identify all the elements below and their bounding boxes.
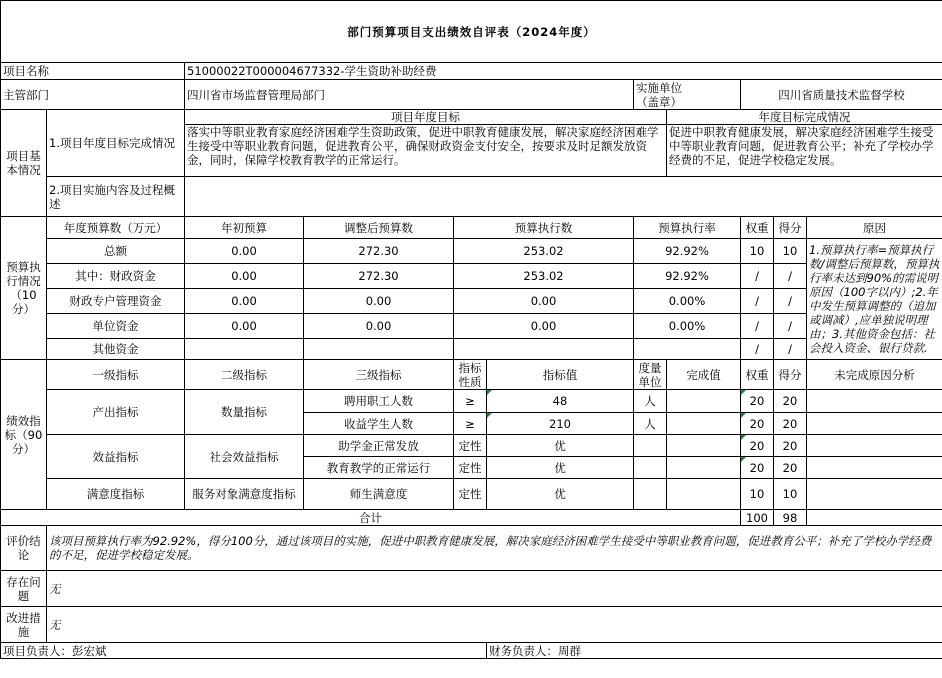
perf-row-level3: 聘用职工人数 <box>304 390 454 413</box>
budget-row-label: 财政专户管理资金 <box>47 289 185 314</box>
perf-quantity-label: 数量指标 <box>185 390 304 435</box>
total-label: 合计 <box>1 510 741 526</box>
perf-social-label: 社会效益指标 <box>185 435 304 479</box>
perf-row-level3: 收益学生人数 <box>304 413 454 435</box>
issues-label: 存在问题 <box>1 571 47 607</box>
page-title: 部门预算项目支出绩效自评表（2024年度） <box>1 1 942 63</box>
perf-row-level3: 助学金正常发放 <box>304 435 454 457</box>
total-score: 98 <box>774 510 807 526</box>
perf-row-score: 20 <box>774 390 807 413</box>
total-weight: 100 <box>741 510 774 526</box>
perf-row-weight: 20 <box>741 435 774 457</box>
perf-row-weight: 10 <box>741 479 774 510</box>
perf-row-value: 优 <box>487 457 634 479</box>
perf-row-weight: 20 <box>741 413 774 435</box>
perf-row-done <box>667 479 741 510</box>
leader-sign: 项目负责人：彭宏斌 <box>1 643 487 659</box>
perf-row-analysis <box>807 390 942 413</box>
perf-output-label: 产出指标 <box>47 390 185 435</box>
issues-value: 无 <box>47 571 942 607</box>
budget-row-rate: 0.00% <box>634 314 741 339</box>
perf-row-nature: ≥ <box>454 390 487 413</box>
perf-row-score: 20 <box>774 413 807 435</box>
perf-h-value: 指标值 <box>487 360 634 390</box>
total-blank <box>807 510 942 526</box>
budget-row-label: 其他资金 <box>47 339 185 360</box>
perf-service-label: 服务对象满意度指标 <box>185 479 304 510</box>
conclusion-value: 该项目预算执行率为92.92%，得分100分，通过该项目的实施，促进中职教育健康发展，解决家庭经济困难学生接受中等职业教育问题，促进教育公平；补充了学校办学经费的不足，促进学校稳定发展。 <box>47 526 942 571</box>
budget-section-label: 预算执行情况（10分） <box>1 217 47 360</box>
measures-label: 改进措施 <box>1 607 47 643</box>
budget-row-score: / <box>774 314 807 339</box>
budget-row-weight: / <box>741 314 774 339</box>
target-text: 落实中等职业教育家庭经济困难学生资助政策，促进中职教育健康发展，解决家庭经济困难学生接受中等职业教育问题，促进教育公平，确保财政资金支付安全，按要求及时足额发放资金，同时，保障学校教育教学的正常运行。 <box>185 125 667 177</box>
perf-row-score: 10 <box>774 479 807 510</box>
measures-value: 无 <box>47 607 942 643</box>
budget-h-adjusted: 调整后预算数 <box>304 217 454 239</box>
perf-row <box>1 435 942 457</box>
perf-row-done <box>667 435 741 457</box>
budget-row-adjusted: 272.30 <box>304 239 454 264</box>
perf-h-analysis: 未完成原因分析 <box>807 360 942 390</box>
budget-h-score: 得分 <box>774 217 807 239</box>
dept-label: 主管部门 <box>1 80 185 110</box>
perf-row-weight: 20 <box>741 390 774 413</box>
budget-row-rate: 0.00% <box>634 289 741 314</box>
perf-row-value: 210 <box>487 413 634 435</box>
perf-h-done: 完成值 <box>667 360 741 390</box>
perf-row-nature: 定性 <box>454 435 487 457</box>
budget-row <box>1 314 942 339</box>
budget-row-initial <box>185 339 304 360</box>
budget-row-initial: 0.00 <box>185 314 304 339</box>
budget-row-rate: 92.92% <box>634 239 741 264</box>
basic-section-label: 项目基本情况 <box>1 110 47 217</box>
budget-row-score: 10 <box>774 239 807 264</box>
finance-sign: 财务负责人：周群 <box>487 643 942 659</box>
perf-row <box>1 479 942 510</box>
perf-h-weight: 权重 <box>741 360 774 390</box>
budget-row-executed: 0.00 <box>454 314 634 339</box>
budget-row <box>1 339 942 360</box>
perf-row-unit: 人 <box>634 390 667 413</box>
perf-row-weight: 20 <box>741 457 774 479</box>
budget-row-executed: 0.00 <box>454 289 634 314</box>
perf-h-unit: 度量单位 <box>634 360 667 390</box>
perf-h-level1: 一级指标 <box>47 360 185 390</box>
perf-row-unit <box>634 479 667 510</box>
perf-row-level3: 师生满意度 <box>304 479 454 510</box>
budget-row-weight: / <box>741 264 774 289</box>
budget-row-adjusted: 0.00 <box>304 314 454 339</box>
budget-row-weight: / <box>741 289 774 314</box>
perf-row-value: 48 <box>487 390 634 413</box>
perf-benefit-label: 效益指标 <box>47 435 185 479</box>
conclusion-label: 评价结论 <box>1 526 47 571</box>
perf-row-level3: 教育教学的正常运行 <box>304 457 454 479</box>
budget-row <box>1 264 942 289</box>
budget-row <box>1 239 942 264</box>
budget-h-weight: 权重 <box>741 217 774 239</box>
perf-row-unit <box>634 457 667 479</box>
budget-h-annual: 年度预算数（万元） <box>47 217 185 239</box>
budget-row-weight: 10 <box>741 239 774 264</box>
perf-row-nature: 定性 <box>454 457 487 479</box>
perf-satisfaction-label: 满意度指标 <box>47 479 185 510</box>
budget-row-executed: 253.02 <box>454 264 634 289</box>
budget-row-score: / <box>774 339 807 360</box>
perf-row-value: 优 <box>487 435 634 457</box>
perf-row-unit: 人 <box>634 413 667 435</box>
perf-row-score: 20 <box>774 457 807 479</box>
perf-h-score: 得分 <box>774 360 807 390</box>
budget-row-rate: 92.92% <box>634 264 741 289</box>
budget-row-adjusted: 0.00 <box>304 289 454 314</box>
budget-row <box>1 289 942 314</box>
budget-row-executed <box>454 339 634 360</box>
perf-row-value: 优 <box>487 479 634 510</box>
budget-row-initial: 0.00 <box>185 289 304 314</box>
budget-row-executed: 253.02 <box>454 239 634 264</box>
project-name-label: 项目名称 <box>1 63 185 80</box>
budget-row-adjusted: 272.30 <box>304 264 454 289</box>
basic-row2-label: 2.项目实施内容及过程概述 <box>47 177 185 217</box>
basic-row1-label: 1.项目年度目标完成情况 <box>47 110 185 177</box>
perf-h-level3: 三级指标 <box>304 360 454 390</box>
budget-row-initial: 0.00 <box>185 264 304 289</box>
budget-h-executed: 预算执行数 <box>454 217 634 239</box>
perf-row-nature: 定性 <box>454 479 487 510</box>
budget-h-reason: 原因 <box>807 217 942 239</box>
perf-row-analysis <box>807 413 942 435</box>
budget-row-initial: 0.00 <box>185 239 304 264</box>
perf-row-done <box>667 390 741 413</box>
budget-row-score: / <box>774 289 807 314</box>
budget-row-adjusted <box>304 339 454 360</box>
budget-h-initial: 年初预算 <box>185 217 304 239</box>
budget-row-weight: / <box>741 339 774 360</box>
completion-text: 促进中职教育健康发展，解决家庭经济困难学生接受中等职业教育问题，促进教育公平；补充了学校办学经费的不足，促进学校稳定发展。 <box>667 125 942 177</box>
project-name-value: 51000022T000004677332-学生资助补助经费 <box>185 63 942 80</box>
perf-h-nature: 指标性质 <box>454 360 487 390</box>
completion-header: 年度目标完成情况 <box>667 110 942 125</box>
perf-section-label: 绩效指标（90分） <box>1 360 47 510</box>
budget-row-label: 总额 <box>47 239 185 264</box>
dept-value: 四川省市场监督管理局部门 <box>185 80 634 110</box>
perf-row-nature: ≥ <box>454 413 487 435</box>
budget-row-label: 其中：财政资金 <box>47 264 185 289</box>
target-header: 项目年度目标 <box>185 110 667 125</box>
perf-row-analysis <box>807 435 942 457</box>
perf-row-analysis <box>807 479 942 510</box>
budget-h-rate: 预算执行率 <box>634 217 741 239</box>
budget-row-score: / <box>774 264 807 289</box>
impl-unit-label: 实施单位 （盖章） <box>634 80 741 110</box>
perf-row-analysis <box>807 457 942 479</box>
budget-row-label: 单位资金 <box>47 314 185 339</box>
perf-row-done <box>667 413 741 435</box>
perf-row <box>1 390 942 413</box>
impl-unit-value: 四川省质量技术监督学校 <box>741 80 942 110</box>
perf-row-score: 20 <box>774 435 807 457</box>
budget-row-rate <box>634 339 741 360</box>
basic-row2-value <box>185 177 942 217</box>
perf-row-done <box>667 457 741 479</box>
budget-reason-text: 1.预算执行率=预算执行数/调整后预算数，预算执行率未达到90%的需说明原因（100字以内）;2.年中发生预算调整的（追加或调减）,应单独说明理由；3.其他资金包括：社会投入资金、银行贷款. <box>807 239 942 360</box>
perf-row-unit <box>634 435 667 457</box>
perf-h-level2: 二级指标 <box>185 360 304 390</box>
